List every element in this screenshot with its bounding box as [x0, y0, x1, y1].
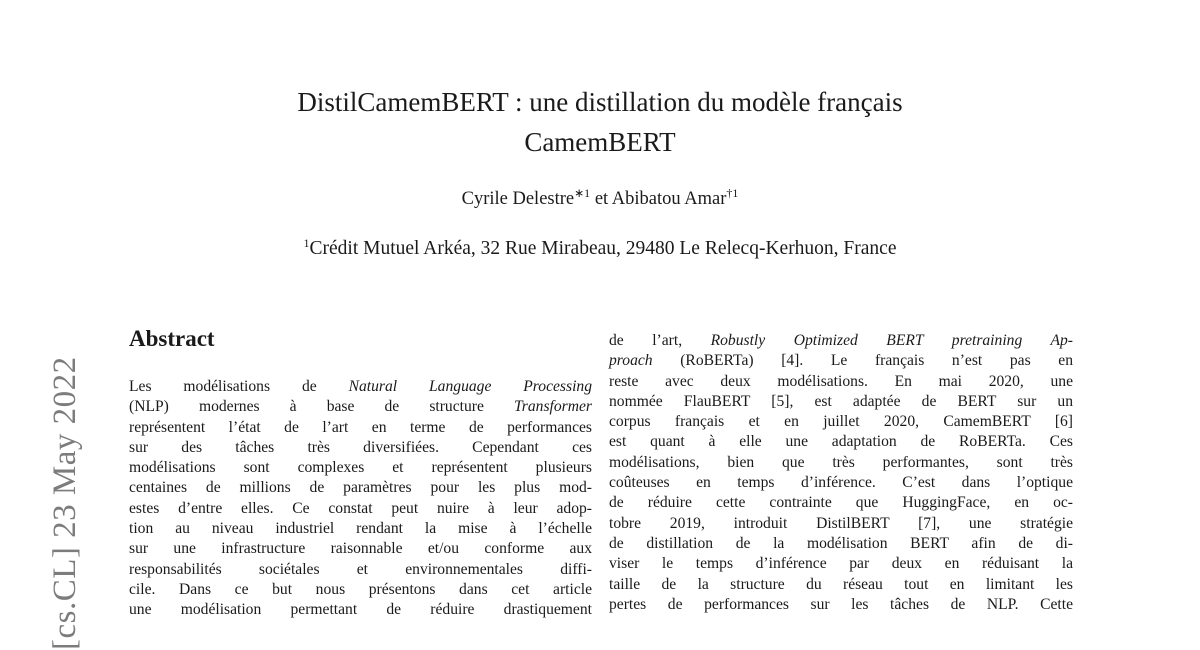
text-line: de l’art, Robustly Optimized BERT pretraining Ap-: [609, 332, 1073, 349]
author-line: [200, 186, 1000, 210]
text-line: tion au niveau industriel rendant la mise à l’échelle: [129, 520, 592, 538]
text-line: de distillation de la modélisation BERT afin de di-: [609, 534, 1073, 552]
text-line: nommée FlauBERT [5], est adaptée de BERT sur un: [609, 392, 1073, 410]
text-line: modélisations, bien que très performantes, sont très: [609, 453, 1073, 471]
text-line: corpus français et en juillet 2020, CamemBERT [6]: [609, 413, 1073, 431]
abstract-text-right-column: [609, 331, 1073, 615]
text-line: centaines de millions de paramètres pour les plus mod-: [129, 479, 592, 497]
arxiv-stamp: [cs.CL] 23 May 2022: [47, 356, 83, 650]
text-line: de réduire cette contrainte que HuggingFace, en oc-: [609, 494, 1073, 512]
author-name: Cyrile Delestre: [461, 189, 575, 209]
text-line: une modélisation permettant de réduire drastiquement: [129, 601, 592, 619]
affiliation-marker: 1: [303, 236, 310, 250]
text-line: Les modélisations de Natural Language Processing: [129, 378, 592, 395]
text-line: sur une infrastructure raisonnable et/ou conforme aux: [129, 540, 592, 558]
text-line: tobre 2019, introduit DistilBERT [7], une stratégie: [609, 514, 1073, 532]
arxiv-sidebar: [22, 300, 83, 650]
title-line-1: DistilCamemBERT : une distillation du modèle français: [297, 87, 903, 117]
italic-term: Robustly Optimized BERT pretraining Ap-: [710, 332, 1073, 349]
author-separator: et: [590, 189, 612, 209]
text-line: modélisations sont complexes et représentent plusieurs: [129, 459, 592, 477]
italic-term: proach: [609, 352, 653, 370]
text-line: (NLP) modernes à base de structure Transformer: [129, 398, 592, 416]
text-line: coûteuses en temps d’inférence. C’est dans l’optique: [609, 474, 1073, 492]
paper-title: [200, 82, 1000, 162]
text-line: est quant à elle une adaptation de RoBERTa. Ces: [609, 433, 1073, 451]
text-line: pertes de performances sur les tâches de NLP. Cette: [609, 595, 1073, 613]
text-line: proach (RoBERTa) [4]. Le français n’est pas en: [609, 352, 1073, 370]
text-line: estes d’entre elles. Ce constat peut nuire à leur adop-: [129, 499, 592, 517]
title-line-2: CamemBERT: [524, 127, 676, 157]
text-line: sur des tâches très diversifiées. Cependant ces: [129, 438, 592, 456]
text-line: cile. Dans ce but nous présentons dans cet article: [129, 580, 592, 598]
text-line: représentent l’état de l’art en terme de performances: [129, 418, 592, 436]
text-line: taille de la structure du réseau tout en limitant les: [609, 575, 1073, 593]
text-line: viser le temps d’inférence par deux en réduisant la: [609, 555, 1073, 573]
italic-term: Transformer: [514, 398, 592, 416]
text-line: reste avec deux modélisations. En mai 2020, une: [609, 372, 1073, 390]
author-marker: ∗1: [574, 186, 591, 200]
affiliation: [150, 236, 1050, 260]
affiliation-text: Crédit Mutuel Arkéa, 32 Rue Mirabeau, 29480 Le Relecq-Kerhuon, France: [309, 238, 897, 259]
abstract-heading: Abstract: [129, 326, 215, 351]
abstract-text-left-column: [129, 377, 592, 621]
italic-term: Natural Language Processing: [348, 378, 592, 395]
author-name: Abibatou Amar: [611, 189, 727, 209]
author-marker: †1: [726, 186, 739, 200]
text-line: responsabilités sociétales et environnementales diffi-: [129, 560, 592, 578]
